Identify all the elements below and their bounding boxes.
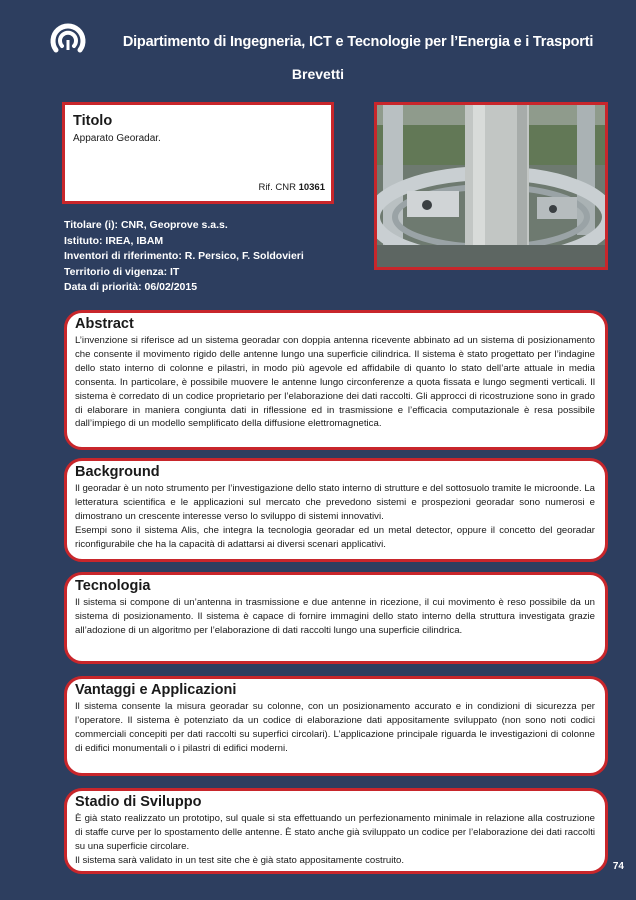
- cnr-logo-icon: [48, 20, 88, 54]
- institute: Istituto: IREA, IBAM: [64, 234, 164, 247]
- vantaggi-text: Il sistema consente la misura georadar su colonne, con un posizionamento accurato e in condizioni di sicurezza per l’operatore. Il sistema è potenziato da un codice di elaborazione dati appositamente sviluppato (non sono noti codici commerciali concepiti per dati raccolti su superfici circolari). L’applicazione principale riguarda le investigazioni di colonne di edifici monumentali o i pilastri di edifici moderni.: [75, 701, 596, 754]
- stadio-section: [64, 788, 608, 874]
- page-number: 74: [612, 861, 624, 872]
- tecnologia-text: Il sistema si compone di un’antenna in trasmissione e due antenne in ricezione, il cui movimento è reso possibile da un sistema di posizionamento. Il sistema è capace di fornire immagini dello stato interno della struttura investigata grazie all’adozione di un algoritmo per l’elaborazione di dati raccolti lungo una superficie cilindrica.: [75, 597, 595, 636]
- holders: Titolare (i): CNR, Geoprove s.a.s.: [64, 219, 228, 231]
- abstract-heading: Abstract: [75, 316, 134, 332]
- tecnologia-heading: Tecnologia: [75, 578, 151, 594]
- tecnologia-section: [64, 572, 608, 664]
- rif-number: 10361: [298, 182, 325, 193]
- vantaggi-heading: Vantaggi e Applicazioni: [75, 682, 237, 698]
- territory: Territorio di vigenza: IT: [64, 265, 180, 278]
- title-box: [62, 102, 334, 204]
- background-text: Il georadar è un noto strumento per l’investigazione dello stato interno di strutture e del sottosuolo tramite le microonde. La letteratura scientifica e le applicazioni sul mercato che prevedono sistemi e prospezioni georadar sono numerosi e dimostrano un crescente interesse verso lo sviluppo di sistemi innovativi. Esempi sono il sistema Alis, che integra la tecnologia georadar ed un metal detector, oppure il concetto del georadar riconfigurabile che ha la capacità di adattarsi ai diversi scenari applicativi.: [75, 483, 595, 550]
- rif-cnr: [258, 182, 325, 193]
- georadar-photo-illustration: [377, 105, 605, 267]
- stadio-text: È già stato realizzato un prototipo, sul quale si sta effettuando un perfezionamento minimale in relazione alla costruzione di staffe curve per lo spostamento delle antenne. È stato anche già sviluppato un codice per l’elaborazione dei dati raccolti su una superficie circolare. Il sistema sarà validato in un test site che è già stato appositamente costruito.: [75, 813, 595, 866]
- abstract-section: [64, 310, 608, 450]
- inventors: Inventori di riferimento: R. Persico, F. Soldovieri: [64, 250, 304, 263]
- georadar-photo: [374, 102, 608, 270]
- background-section: [64, 458, 608, 562]
- title-value: Apparato Georadar.: [73, 133, 161, 144]
- rif-label: Rif. CNR: [258, 182, 296, 193]
- department-title: Dipartimento di Ingegneria, ICT e Tecnologie per l’Energia e i Trasporti: [122, 34, 594, 50]
- background-heading: Background: [75, 464, 160, 480]
- abstract-text: L’invenzione si riferisce ad un sistema georadar con doppia antenna ricevente abbinato ad un sistema di posizionamento che consente il movimento rigido delle antenne lungo una superficie cilindrica. Il sistema è stato progettato per l’indagine dello stato interno di colonne e pilastri, in modo più agevole ed affidabile di quanto lo stato dell’arte attuale in media consenta. In particolare, è possibile muovere le antenne lungo circonferenze a quota fissata e lungo segmenti verticali. Il sistema è corredato di un codice proprietario per l’elaborazione dei dati raccolti. Gli approcci di ricostruzione sono in grado di elaborare in maniera congiunta dati in riflessione ed in trasmissione e l’efficacia computazionale è resa possibile dall’impiego di un modello semplificato della diffusione elettromagnetica.: [75, 335, 595, 430]
- priority-date: Data di priorità: 06/02/2015: [64, 281, 198, 294]
- title-heading: Titolo: [73, 113, 113, 129]
- patent-metadata: [64, 218, 304, 296]
- stadio-heading: Stadio di Sviluppo: [75, 794, 202, 810]
- page-subtitle: Brevetti: [291, 66, 345, 82]
- vantaggi-section: [64, 676, 608, 776]
